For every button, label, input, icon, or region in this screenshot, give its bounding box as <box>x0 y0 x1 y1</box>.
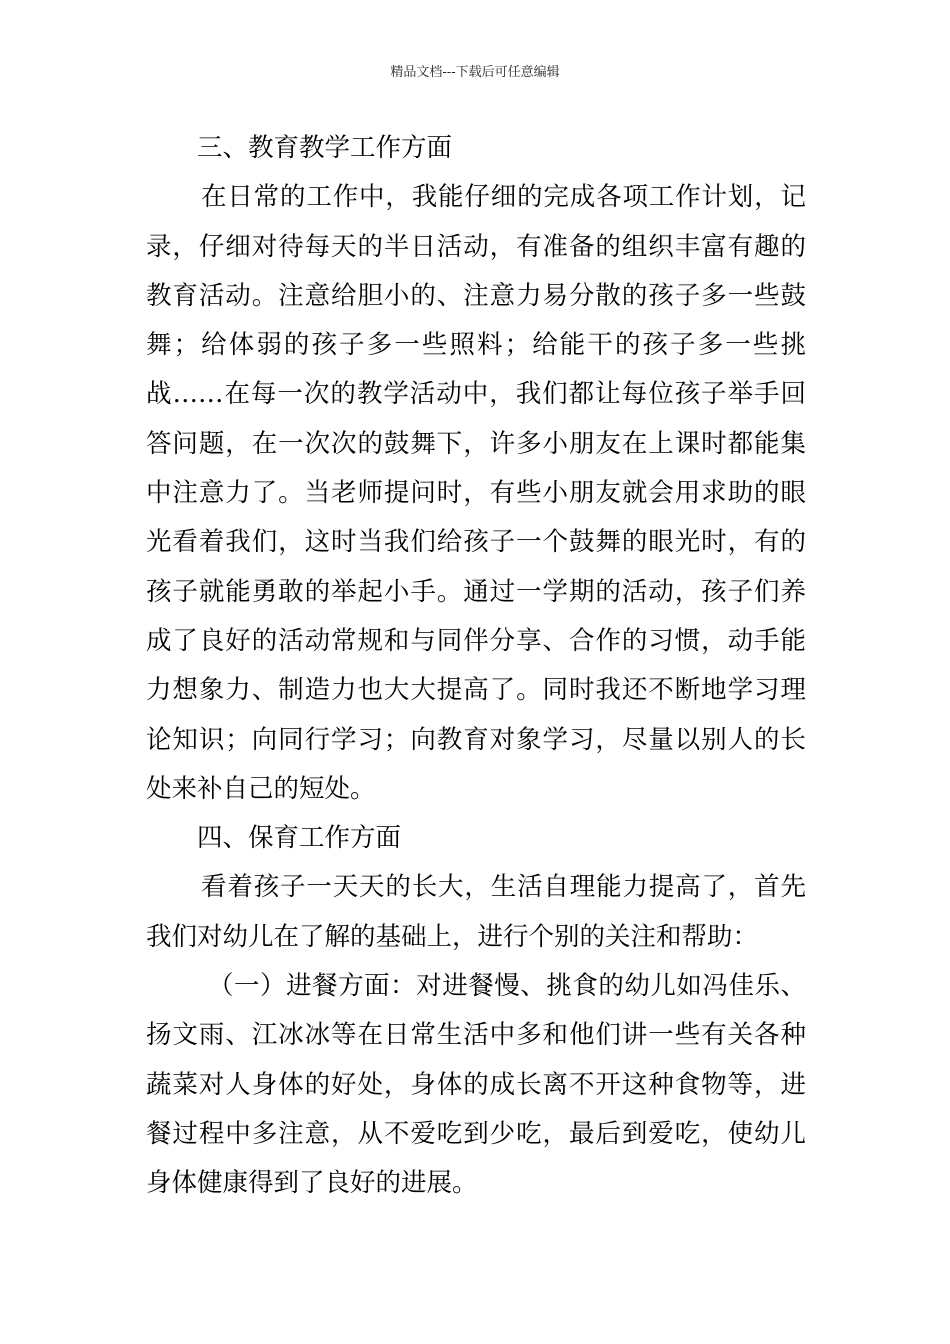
meal-paragraph: （一）进餐方面：对进餐慢、挑食的幼儿如冯佳乐、扬文雨、江冰冰等在日常生活中多和他们讲一些有关各种蔬菜对人身体的好处，身体的成长离不开这种食物等，进餐过程中多注意，从不爱吃到少吃，最后到爱吃，使幼儿身体健康得到了良好的进展。 <box>146 971 806 1199</box>
section-4-heading: 四、保育工作方面 <box>197 823 402 854</box>
section-4-paragraph: 看着孩子一天天的长大，生活自理能力提高了，首先我们对幼儿在了解的基础上，进行个别的关注和帮助： <box>146 872 806 952</box>
section-3-heading: 三、教育教学工作方面 <box>197 133 453 163</box>
document-body <box>146 124 806 1209</box>
page-header: 精品文档---下载后可任意编辑 <box>390 65 560 80</box>
section-3-paragraph: 在日常的工作中，我能仔细的完成各项工作计划，记录，仔细对待每天的半日活动，有准备的组织丰富有趣的教育活动。注意给胆小的、注意力易分散的孩子多一些鼓舞；给体弱的孩子多一些照料；给能干的孩子多一些挑战……在每一次的教学活动中，我们都让每位孩子举手回答问题，在一次次的鼓舞下，许多小朋友在上课时都能集中注意力了。当老师提问时，有些小朋友就会用求助的眼光看着我们，这时当我们给孩子一个鼓舞的眼光时，有的孩子就能勇敢的举起小手。通过一学期的活动，孩子们养成了良好的活动常规和与同伴分享、合作的习惯，动手能力想象力、制造力也大大提高了。同时我还不断地学习理论知识；向同行学习；向教育对象学习，尽量以别人的长处来补自己的短处。 <box>146 182 806 804</box>
